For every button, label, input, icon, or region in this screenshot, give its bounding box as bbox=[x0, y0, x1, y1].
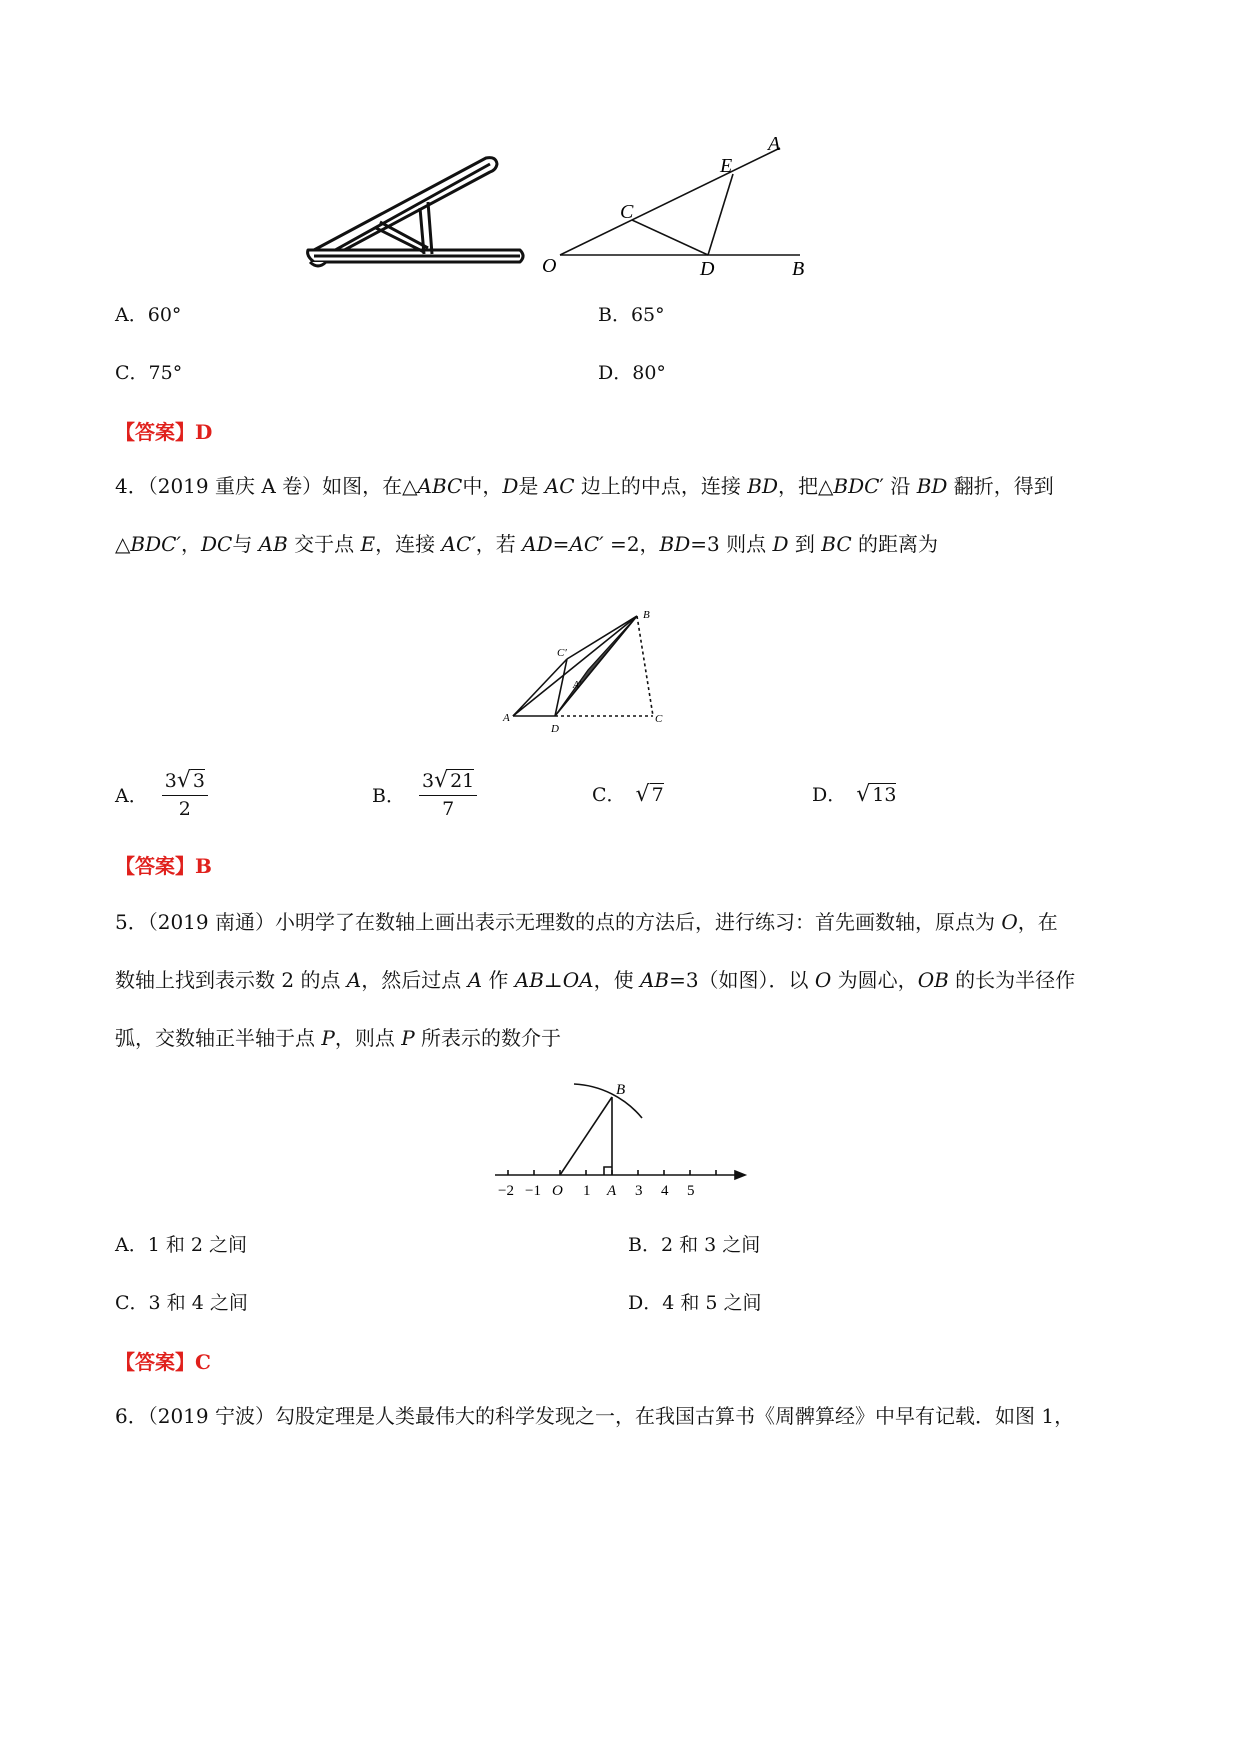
option-letter: A． bbox=[115, 304, 148, 326]
q4-label-C-prime: C′ bbox=[557, 647, 567, 659]
option-letter: B． bbox=[628, 1234, 661, 1256]
q4-stem-line1: 4．（2019 重庆 A 卷）如图，在△ABC中，D是 AC 边上的中点，连接 BD，把△BDC′ 沿 BD 翻折，得到 bbox=[115, 474, 1054, 498]
q3-figure-geometry bbox=[540, 130, 830, 280]
q4-label-A: A bbox=[503, 712, 510, 724]
q3-label-E: E bbox=[720, 155, 733, 177]
q4-answer bbox=[115, 850, 212, 879]
option-text: 75° bbox=[148, 362, 183, 384]
option-letter: A． bbox=[115, 784, 148, 807]
option-letter: B． bbox=[598, 304, 631, 326]
option-letter: C． bbox=[115, 1292, 149, 1314]
q3-option-b bbox=[598, 300, 665, 327]
option-letter: C． bbox=[592, 784, 626, 806]
option-letter: D． bbox=[598, 362, 633, 384]
answer-tag: 【答案】 bbox=[115, 854, 195, 878]
answer-tag: 【答案】 bbox=[115, 420, 195, 444]
tick-label: 4 bbox=[661, 1183, 669, 1199]
fraction: $\frac{3√ 21}{7}$ bbox=[419, 768, 477, 820]
q4-option-b bbox=[372, 768, 477, 820]
answer-value: B bbox=[195, 854, 212, 878]
q3-label-A: A bbox=[768, 133, 781, 155]
q5-stem-line2: 数轴上找到表示数 2 的点 A，然后过点 A 作 AB⊥OA，使 AB=3（如图）．以 O 为圆心，OB 的长为半径作 bbox=[115, 968, 1076, 992]
q3-label-O: O bbox=[542, 255, 557, 277]
option-text: 4 和 5 之间 bbox=[662, 1292, 762, 1314]
tick-label: −2 bbox=[498, 1183, 514, 1199]
option-text: 2 和 3 之间 bbox=[660, 1234, 761, 1256]
q3-option-c bbox=[115, 358, 182, 385]
q4-stem-line2: △BDC′，DC与 AB 交于点 E，连接 AC′，若 AD=AC′ =2，BD=3 则点 D 到 BC 的距离为 bbox=[115, 532, 938, 556]
q4-option-c: C． √ 7 bbox=[592, 782, 664, 807]
q4-geometry-drawing bbox=[495, 580, 745, 740]
tick-label: A bbox=[607, 1183, 617, 1199]
q4-figure bbox=[495, 580, 745, 740]
option-text: 3 和 4 之间 bbox=[148, 1292, 248, 1314]
q3-answer bbox=[115, 416, 212, 445]
q3-label-D: D bbox=[700, 258, 715, 280]
answer-value: C bbox=[195, 1350, 211, 1374]
q4-label-B: B bbox=[643, 609, 650, 621]
q3-tool-drawing bbox=[300, 150, 540, 275]
answer-tag: 【答案】 bbox=[115, 1350, 195, 1374]
q4-option-a bbox=[115, 768, 208, 820]
q4-label-A-prime: A′ bbox=[573, 680, 582, 691]
q5-answer bbox=[115, 1346, 211, 1375]
q5-stem-line1: 5．（2019 南通）小明学了在数轴上画出表示无理数的点的方法后，进行练习：首先画数轴，原点为 O，在 bbox=[115, 910, 1058, 934]
q5-stem-line3: 弧，交数轴正半轴于点 P，则点 P 所表示的数介于 bbox=[115, 1026, 562, 1050]
option-text: 60° bbox=[147, 304, 182, 326]
option-letter: C． bbox=[115, 362, 149, 384]
option-text: 65° bbox=[630, 304, 665, 326]
q3-option-a bbox=[115, 300, 181, 327]
q5-number-line-figure bbox=[490, 1070, 750, 1205]
tick-label: −1 bbox=[525, 1183, 541, 1199]
tick-label: 5 bbox=[687, 1183, 695, 1199]
q3-label-B: B bbox=[792, 258, 805, 280]
q5-label-B: B bbox=[616, 1082, 626, 1098]
q5-option-b bbox=[628, 1230, 760, 1257]
q4-label-C: C bbox=[655, 713, 663, 725]
radicand: 7 bbox=[651, 784, 664, 806]
q3-option-d bbox=[598, 358, 666, 385]
tick-label: 3 bbox=[635, 1183, 643, 1199]
q4-option-d: D． √ 13 bbox=[812, 782, 897, 807]
option-text: 1 和 2 之间 bbox=[147, 1234, 248, 1256]
q5-option-c bbox=[115, 1288, 248, 1315]
q5-option-a bbox=[115, 1230, 247, 1257]
option-letter: B． bbox=[372, 784, 405, 807]
option-letter: D． bbox=[628, 1292, 663, 1314]
tick-label: 1 bbox=[583, 1183, 591, 1199]
q3-geometry-drawing bbox=[540, 130, 830, 280]
option-letter: D． bbox=[812, 784, 847, 806]
option-letter: A． bbox=[115, 1234, 148, 1256]
q5-number-line-drawing bbox=[490, 1070, 750, 1205]
q4-label-D: D bbox=[551, 723, 559, 735]
answer-value: D bbox=[195, 420, 213, 444]
q3-figure-tool bbox=[300, 150, 540, 275]
q5-option-d bbox=[628, 1288, 762, 1315]
q3-label-C: C bbox=[620, 201, 634, 223]
radicand: 13 bbox=[872, 784, 897, 806]
tick-label: O bbox=[552, 1183, 563, 1199]
option-text: 80° bbox=[632, 362, 666, 384]
q6-stem-line1: 6．（2019 宁波）勾股定理是人类最伟大的科学发现之一，在我国古算书《周髀算经》中早有记载．如图 1， bbox=[115, 1404, 1075, 1428]
fraction: $\frac{3√ 3}{2}$ bbox=[162, 768, 208, 820]
